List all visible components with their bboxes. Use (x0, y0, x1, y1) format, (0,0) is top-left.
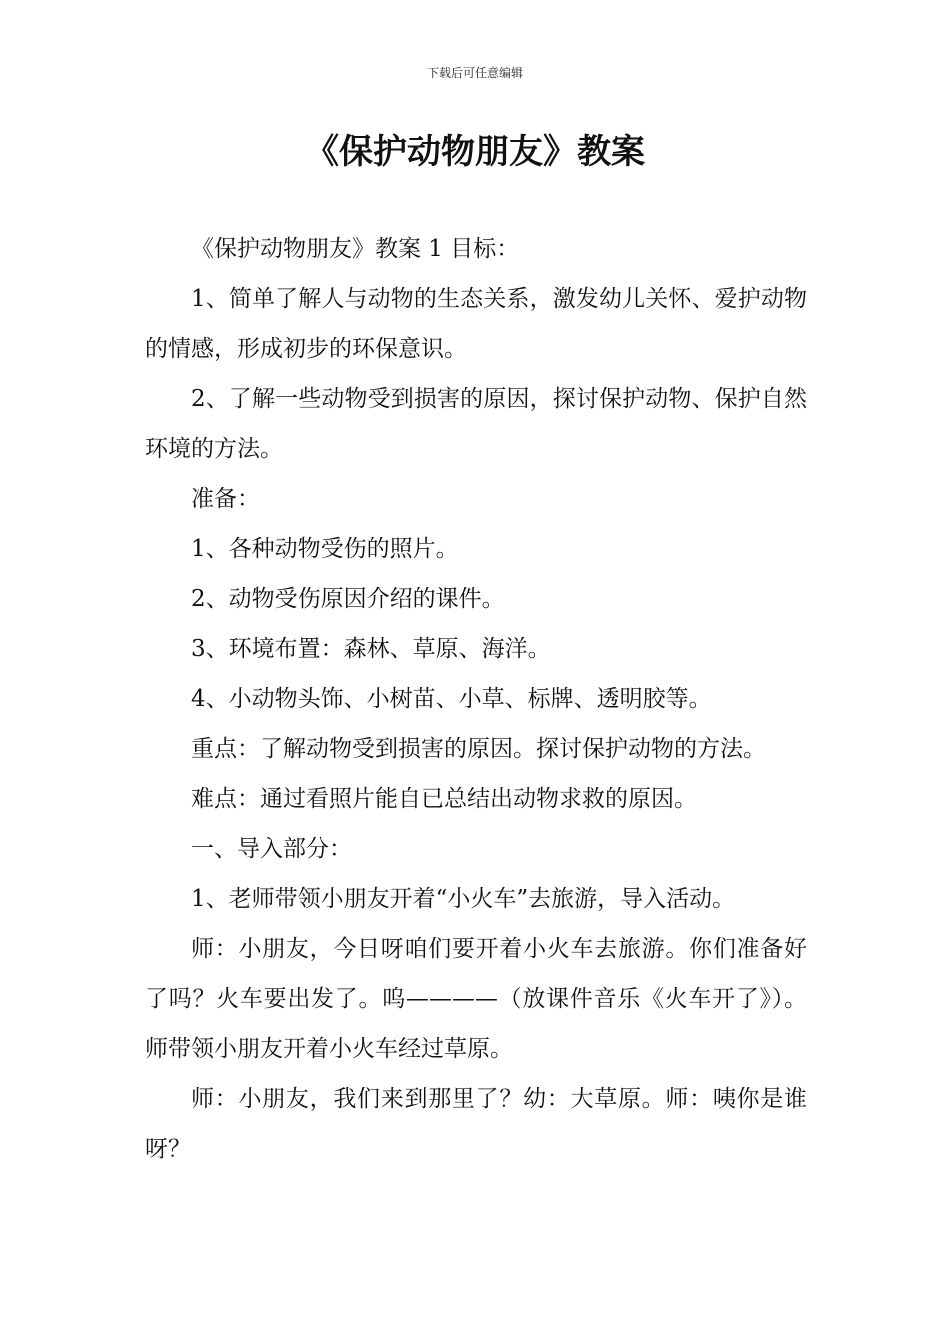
paragraph-intro-heading: 一、导入部分： (191, 836, 352, 862)
paragraph-objective-heading: 《保护动物朋友》教案 1 目标： (191, 236, 520, 262)
paragraph-difficulty: 难点：通过看照片能自已总结出动物求救的原因。 (191, 786, 697, 812)
paragraph-key-point: 重点：了解动物受到损害的原因。探讨保护动物的方法。 (191, 736, 766, 762)
paragraph-preparation-4: 4、小动物头饰、小树苗、小草、标牌、透明胶等。 (191, 686, 712, 712)
paragraph-objective-1: 1、简单了解人与动物的生态关系，激发幼儿关怀、爱护动物的情感，形成初步的环保意识。 (145, 286, 807, 362)
paragraph-dialogue-1: 师：小朋友，今日呀咱们要开着小火车去旅游。你们准备好了吗？火车要出发了。呜————（放课件音乐《火车开了》）。师带领小朋友开着小火车经过草原。 (145, 936, 807, 1062)
paragraph-intro-1: 1、老师带领小朋友开着“小火车”去旅游，导入活动。 (191, 886, 736, 912)
document-body (145, 224, 807, 1174)
document-title: 《保护动物朋友》教案 (305, 132, 645, 172)
paragraph-preparation-3: 3、环境布置：森林、草原、海洋。 (191, 636, 551, 662)
paragraph-preparation-2: 2、动物受伤原因介绍的课件。 (191, 586, 505, 612)
paragraph-objective-2: 2、了解一些动物受到损害的原因，探讨保护动物、保护自然环境的方法。 (145, 386, 807, 462)
paragraph-preparation-1: 1、各种动物受伤的照片。 (191, 536, 459, 562)
page-header-watermark: 下载后可任意编辑 (426, 66, 523, 80)
paragraph-dialogue-2: 师：小朋友，我们来到那里了？幼：大草原。师：咦你是谁呀？ (145, 1086, 807, 1162)
paragraph-preparation-heading: 准备： (191, 486, 260, 512)
